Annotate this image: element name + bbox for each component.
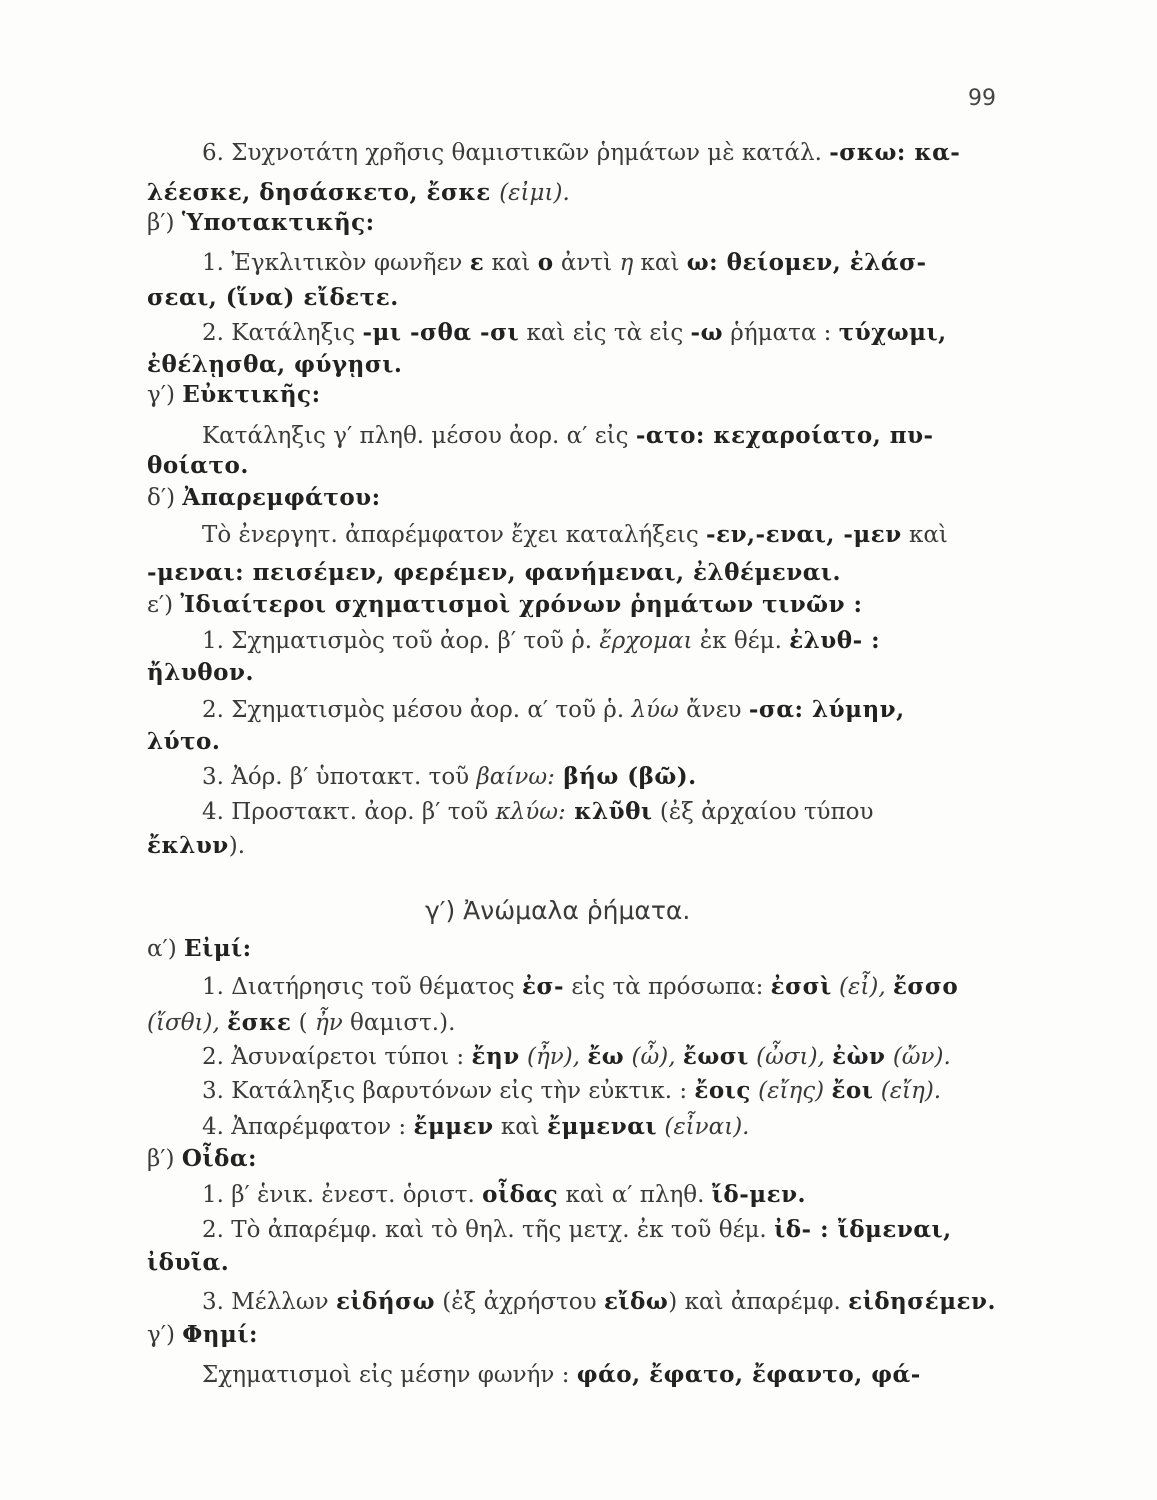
text-segment: ἔω <box>587 1043 625 1070</box>
text-segment: εἴδω <box>603 1288 669 1315</box>
text-segment: 1. Σχηματισμὸς τοῦ ἀορ. β′ τοῦ ῥ. <box>202 628 600 654</box>
text-line <box>202 248 927 278</box>
text-line <box>202 1215 952 1245</box>
text-segment: ω: θείομεν, ἐλάσ- <box>686 249 927 276</box>
text-segment: λύω <box>631 697 679 723</box>
text-segment: ). <box>228 833 246 859</box>
text-segment: ἔην <box>471 1043 520 1070</box>
text-segment: Ἰδιαίτεροι σχηματισμοὶ χρόνων ῥημάτων τινῶν : <box>180 591 863 618</box>
text-segment: ἔκλυν <box>147 832 229 859</box>
text-segment: 2. Κατάληξις <box>202 320 363 346</box>
text-line <box>202 1360 921 1390</box>
text-segment: Ἀπαρεμφάτου: <box>182 484 381 511</box>
text-segment: ) καὶ ἀπαρέμφ. <box>668 1289 849 1315</box>
text-segment: καὶ <box>493 1114 548 1140</box>
text-segment: ἔσσο <box>892 973 959 1000</box>
page-number: 99 <box>968 86 996 111</box>
text-segment: ἐκ θέμ. <box>692 628 790 654</box>
text-line <box>147 558 841 588</box>
text-segment: ἔοις <box>694 1077 751 1104</box>
text-line <box>202 1180 806 1210</box>
text-segment: ο <box>537 249 554 276</box>
text-segment: Φημί: <box>182 1321 258 1348</box>
text-segment: 3. Ἀόρ. β′ ὑποτακτ. τοῦ <box>202 764 477 790</box>
text-segment: Σχηματισμοὶ εἰς μέσην φωνήν : <box>202 1362 577 1388</box>
text-line <box>147 934 252 964</box>
text-segment: ε <box>469 249 485 276</box>
text-segment: εἰς τὰ πρόσωπα: <box>564 974 771 1000</box>
text-line <box>147 380 321 410</box>
text-segment: 1. Ἐγκλιτικὸν φωνῆεν <box>202 250 470 276</box>
text-segment: Ὑποτακτικῆς: <box>181 209 375 236</box>
text-segment: ἄνευ <box>678 697 749 723</box>
text-segment: 2. Τὸ ἀπαρέμφ. καὶ τὸ θηλ. τῆς μετχ. ἐκ τοῦ θέμ. <box>202 1217 775 1243</box>
text-segment: ῥήματα : <box>723 320 839 346</box>
text-segment: Εὐκτικῆς: <box>182 381 321 408</box>
text-segment: Οἶδα: <box>181 1145 258 1172</box>
text-line <box>202 520 948 550</box>
text-segment: 1. Διατήρησις τοῦ θέματος <box>202 974 523 1000</box>
text-segment: καὶ <box>484 250 538 276</box>
text-segment: (ἴσθι), <box>147 1010 228 1036</box>
text-segment: κλῦθι <box>565 798 653 825</box>
text-line <box>202 421 934 451</box>
text-line <box>202 762 697 792</box>
text-segment: 4. Ἀπαρέμφατον : <box>202 1114 414 1140</box>
text-line <box>202 1076 941 1106</box>
text-segment: ἐλυθ- : <box>789 627 881 654</box>
text-line <box>202 1112 750 1142</box>
text-segment: ε′) <box>147 592 181 618</box>
section-heading: γ′) Ἀνώμαλα ῥήματα. <box>425 896 691 925</box>
text-line <box>202 972 958 1002</box>
text-segment: 1. β′ ἑνικ. ἐνεστ. ὁριστ. <box>202 1182 483 1208</box>
text-segment: α′) <box>147 936 185 962</box>
text-segment: καὶ εἰς τὰ εἰς <box>519 320 691 346</box>
text-segment: κλύω: <box>495 799 566 825</box>
text-segment: καὶ <box>633 250 687 276</box>
text-segment: -σκω: κα- <box>829 139 961 166</box>
text-segment: λύτο. <box>147 728 221 755</box>
text-line <box>202 626 880 656</box>
text-segment: -ατο: κεχαροίατο, πυ- <box>635 422 934 449</box>
text-segment: (ὦ), <box>624 1044 683 1070</box>
text-segment: καὶ <box>901 522 948 548</box>
text-segment: 4. Προστακτ. ἀορ. β′ τοῦ <box>202 799 496 825</box>
text-segment: -μεναι: πεισέμεν, φερέμεν, φανήμεναι, ἐλθέμεναι. <box>147 559 842 586</box>
text-segment: ἐὼν <box>832 1043 886 1070</box>
text-segment: -σα: λύμην, <box>748 696 905 723</box>
text-segment: ἔμμεναι <box>547 1113 658 1140</box>
text-line <box>147 178 570 208</box>
text-segment: Κατάληξις γ′ πληθ. μέσου ἀορ. α′ εἰς <box>202 423 636 449</box>
text-segment: β′) <box>147 210 182 236</box>
text-segment: ( <box>291 1010 315 1036</box>
text-segment: ἔσκε <box>227 1009 292 1036</box>
text-segment: 3. Μέλλων <box>202 1289 336 1315</box>
text-segment: καὶ α′ πληθ. <box>558 1182 712 1208</box>
text-line <box>147 350 402 380</box>
text-line <box>202 797 873 827</box>
text-line <box>202 318 947 348</box>
text-segment: τύχωμι, <box>838 319 947 346</box>
text-line <box>147 727 220 757</box>
text-segment: 6. Συχνοτάτη χρῆσις θαμιστικῶν ῥημάτων μὲ κατάλ. <box>202 140 830 166</box>
text-line <box>147 831 245 861</box>
text-segment: η <box>619 250 634 276</box>
text-segment: (εἴη). <box>873 1078 942 1104</box>
text-line <box>202 138 960 168</box>
text-segment: θοίατο. <box>147 452 249 479</box>
text-segment: (εἰμι). <box>499 180 570 206</box>
text-line <box>147 483 381 513</box>
text-segment: ἔρχομαι <box>599 628 693 654</box>
text-line <box>147 283 399 313</box>
text-segment: οἶδας <box>482 1181 559 1208</box>
text-segment: ἐθέλῃσθα, φύγῃσι. <box>147 351 403 378</box>
text-segment: βαίνω: <box>476 764 555 790</box>
text-segment: 2. Ἀσυναίρετοι τύποι : <box>202 1044 472 1070</box>
text-segment: Εἰμί: <box>184 935 252 962</box>
text-segment: ἤλυθον. <box>147 659 254 686</box>
text-segment: εἰδησέμεν. <box>848 1288 997 1315</box>
text-line <box>202 1042 951 1072</box>
text-segment: Τὸ ἐνεργητ. ἀπαρέμφατον ἔχει καταλήξεις <box>202 522 707 548</box>
text-segment: ἴδ-μεν. <box>711 1181 807 1208</box>
text-segment: βήω (βῶ). <box>554 763 697 790</box>
text-segment: 3. Κατάληξις βαρυτόνων εἰς τὴν εὐκτικ. : <box>202 1078 695 1104</box>
text-segment: -μι -σθα -σι <box>362 319 520 346</box>
text-segment: -εν,-εναι, -μεν <box>706 521 902 548</box>
text-segment: φάο, ἔφατο, ἔφαντο, φά- <box>576 1361 921 1388</box>
text-segment: ἔοι <box>831 1077 874 1104</box>
text-segment: (εἶναι). <box>657 1114 750 1140</box>
text-segment: δ′) <box>147 485 183 511</box>
text-line <box>147 1008 455 1038</box>
text-line <box>202 1287 996 1317</box>
text-segment: (ἐξ ἀχρήστου <box>434 1289 604 1315</box>
text-segment: γ′) <box>147 1322 183 1348</box>
text-segment: (ἐξ ἀρχαίου τύπου <box>652 799 874 825</box>
text-segment: λέεσκε, δησάσκετο, ἔσκε <box>147 179 500 206</box>
text-segment: σεαι, (ἵνα) εἴδετε. <box>147 284 399 311</box>
text-segment: -ω <box>690 319 723 346</box>
text-line <box>147 208 375 238</box>
text-segment: ἔμμεν <box>413 1113 494 1140</box>
text-segment: ἰδ- : ἴδμεναι, <box>774 1216 952 1243</box>
text-segment: ἐσσὶ <box>770 973 832 1000</box>
text-segment: ἔωσι <box>682 1043 749 1070</box>
text-line <box>202 695 905 725</box>
text-line <box>147 1248 229 1278</box>
text-segment: θαμιστ.). <box>342 1010 456 1036</box>
text-segment: γ′) <box>147 382 183 408</box>
text-segment: ἰδυῖα. <box>147 1249 230 1276</box>
text-segment: ἀντὶ <box>553 250 620 276</box>
text-segment: εἰδήσω <box>335 1288 435 1315</box>
text-segment: ἦν <box>314 1010 343 1036</box>
text-segment: ἐσ- <box>522 973 565 1000</box>
text-line <box>147 1320 258 1350</box>
text-line <box>147 1144 257 1174</box>
text-line <box>147 451 249 481</box>
text-segment: (ὦσι), <box>748 1044 833 1070</box>
text-line <box>147 658 254 688</box>
text-line <box>147 590 863 620</box>
text-segment: (εἴης) <box>750 1078 832 1104</box>
text-segment: (ὤν). <box>885 1044 951 1070</box>
text-segment: (εἶ), <box>831 974 893 1000</box>
text-segment: (ἦν), <box>519 1044 588 1070</box>
text-segment: β′) <box>147 1146 182 1172</box>
text-segment: 2. Σχηματισμὸς μέσου ἀορ. α′ τοῦ ῥ. <box>202 697 632 723</box>
